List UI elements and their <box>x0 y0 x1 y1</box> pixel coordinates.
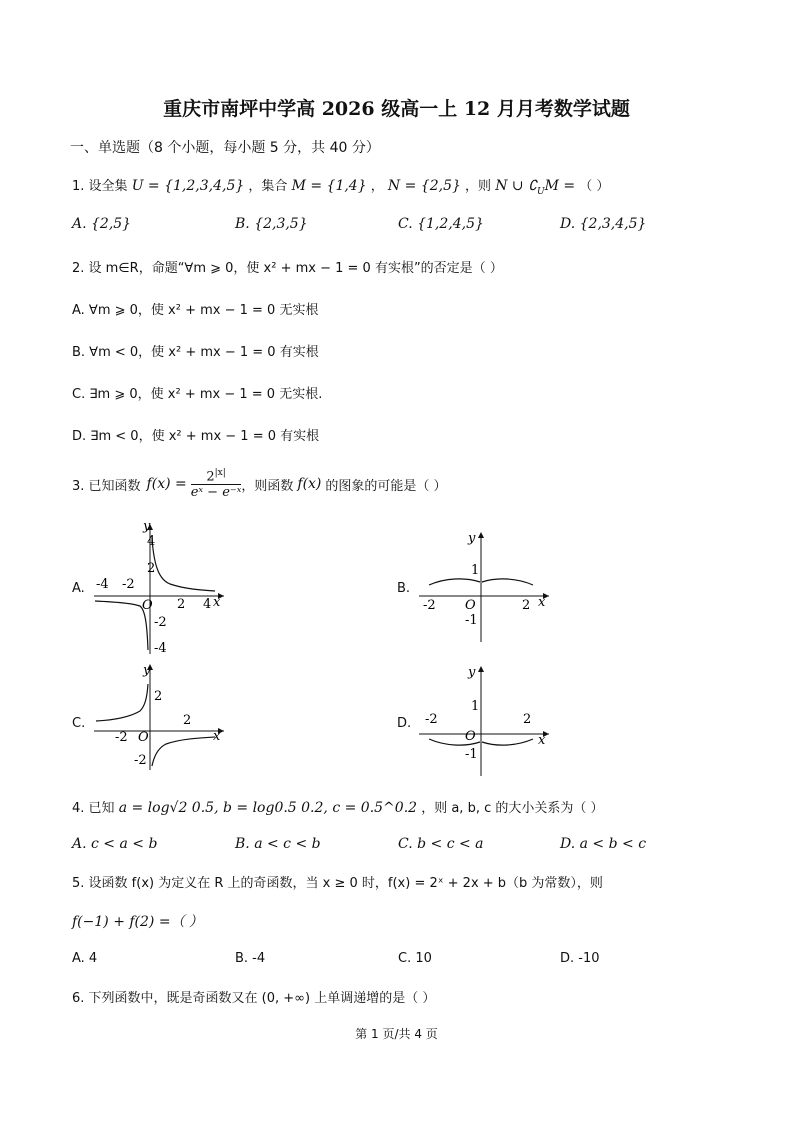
graph-c-curve-left <box>96 684 148 721</box>
q1-set-m: M = {1,4} <box>291 178 367 194</box>
graph-b-tick-y-neg1: -1 <box>465 613 478 628</box>
graph-d-tick-y-1: 1 <box>471 699 480 714</box>
graph-c-tick-y-neg2: -2 <box>134 753 147 768</box>
q1-text-b: ，集合 <box>248 179 288 194</box>
graph-c-tick-y-2: 2 <box>154 689 163 704</box>
q5-option-a[interactable]: A. 4 <box>72 951 98 966</box>
graph-b-tick-x-2: 2 <box>522 598 531 613</box>
q1-expr <box>495 178 576 197</box>
graph-a-x-label: x <box>213 595 221 610</box>
q5-option-c[interactable]: C. 10 <box>398 951 432 966</box>
graph-d-y-arrow <box>478 666 484 672</box>
q2-option-b[interactable]: B. ∀m < 0，使 x² + mx − 1 = 0 有实根 <box>72 345 319 360</box>
q1-option-b[interactable]: B. {2,3,5} <box>235 216 308 232</box>
graph-a-curve-left <box>95 601 148 650</box>
graph-c-curve-right <box>152 737 215 766</box>
q3-fx: f(x) = <box>146 476 187 492</box>
q3-text-b: ，则函数 <box>241 478 294 494</box>
q2-option-a[interactable]: A. ∀m ⩾ 0，使 x² + mx − 1 = 0 无实根 <box>72 303 319 318</box>
graph-d-origin: O <box>465 729 476 744</box>
question-1-stem <box>72 175 609 197</box>
q5-option-b[interactable]: B. -4 <box>235 951 266 966</box>
q3-denominator: eˣ − e⁻ˣ <box>190 485 242 501</box>
q1-sep: ， <box>370 179 384 194</box>
graph-d-y-label: y <box>468 665 476 680</box>
q1-text-a: 1. 设全集 <box>72 179 128 194</box>
q1-option-d[interactable]: D. {2,3,4,5} <box>560 216 647 232</box>
q4-text-a: 4. 已知 <box>72 801 115 816</box>
q2-option-d[interactable]: D. ∃m < 0，使 x² + mx − 1 = 0 有实根 <box>72 429 320 444</box>
q4-expr: a = log√2 0.5, b = log0.5 0.2, c = 0.5^0.2 <box>118 800 418 816</box>
graph-d[interactable] <box>415 662 555 780</box>
question-3-stem <box>72 462 447 506</box>
graph-a-tick-x-2: 2 <box>177 597 186 612</box>
page-title: 重庆市南坪中学高 2026 级高一上 12 月月考数学试题 <box>163 98 630 120</box>
graph-a[interactable] <box>90 518 230 658</box>
graph-d-tick-x-neg2: -2 <box>425 712 438 727</box>
graph-c-origin: O <box>138 730 149 745</box>
q4-option-d[interactable]: D. a < b < c <box>560 836 647 852</box>
question-5-stem: 5. 设函数 f(x) 为定义在 R 上的奇函数，当 x ≥ 0 时，f(x) = 2ˣ + 2x + b（b 为常数），则 <box>72 876 603 891</box>
graph-a-curve-right <box>152 538 215 591</box>
q3-num-base: 2 <box>206 469 215 485</box>
q3-num-exp: |x| <box>214 467 226 478</box>
q3-option-b-label[interactable]: B. <box>397 581 411 596</box>
graph-a-tick-y-2: 2 <box>147 561 156 576</box>
q1-expr-head: N ∪ ∁ <box>495 178 537 194</box>
q1-blank: （ ） <box>579 179 610 194</box>
graph-b-curve-right <box>482 579 533 585</box>
q1-option-a[interactable]: A. {2,5} <box>72 216 132 232</box>
question-6-stem: 6. 下列函数中，既是奇函数又在 (0, +∞) 上单调递增的是（ ） <box>72 991 436 1006</box>
graph-b-origin: O <box>465 598 476 613</box>
q1-expr-tail: M = <box>544 178 576 194</box>
graph-b-y-arrow <box>478 532 484 538</box>
graph-a-y-label: y <box>143 519 151 534</box>
q1-set-u: U = {1,2,3,4,5} <box>131 178 245 194</box>
question-4-stem <box>72 797 604 816</box>
q3-fx2: f(x) <box>297 476 322 492</box>
q4-text-b: ，则 a, b, c 的大小关系为（ ） <box>421 801 604 816</box>
question-5-line2: f(−1) + f(2) =（ ） <box>72 914 204 930</box>
section-heading: 一、单选题（8 个小题，每小题 5 分，共 40 分） <box>70 140 380 156</box>
graph-b[interactable] <box>415 528 555 646</box>
graph-a-tick-x-4: 4 <box>203 597 212 612</box>
q3-option-a-label[interactable]: A. <box>72 581 85 596</box>
graph-a-tick-x-neg2: -2 <box>122 577 135 592</box>
graph-c-tick-x-2: 2 <box>183 713 192 728</box>
graph-a-tick-y-neg4: -4 <box>154 641 167 656</box>
graph-a-tick-y-4: 4 <box>147 534 156 549</box>
graph-d-tick-y-neg1: -1 <box>465 747 478 762</box>
q1-expr-sub: U <box>536 186 545 197</box>
graph-a-tick-x-neg4: -4 <box>96 577 109 592</box>
q3-numerator <box>191 468 242 485</box>
q4-option-c[interactable]: C. b < c < a <box>398 836 484 852</box>
graph-d-curve-right <box>482 739 533 745</box>
q1-text-c: ，则 <box>465 179 492 194</box>
graph-b-y-label: y <box>468 531 476 546</box>
graph-b-x-label: x <box>538 595 546 610</box>
graph-d-x-label: x <box>538 733 546 748</box>
graph-b-tick-y-1: 1 <box>471 563 480 578</box>
q1-option-c[interactable]: C. {1,2,4,5} <box>398 216 484 232</box>
page-footer: 第 1 页/共 4 页 <box>355 1027 438 1041</box>
q4-option-a[interactable]: A. c < a < b <box>72 836 158 852</box>
q2-option-c[interactable]: C. ∃m ⩾ 0，使 x² + mx − 1 = 0 无实根. <box>72 387 323 402</box>
graph-c[interactable] <box>90 660 230 772</box>
graph-a-origin: O <box>142 598 153 613</box>
q3-option-c-label[interactable]: C. <box>72 716 86 731</box>
q3-option-d-label[interactable]: D. <box>397 716 412 731</box>
q1-set-n: N = {2,5} <box>387 178 461 194</box>
q5-option-d[interactable]: D. -10 <box>560 951 600 966</box>
q4-option-b[interactable]: B. a < c < b <box>235 836 321 852</box>
q3-text-c: 的图象的可能是（ ） <box>325 478 447 494</box>
q3-text-a: 3. 已知函数 <box>72 478 141 494</box>
graph-d-tick-x-2: 2 <box>523 712 532 727</box>
graph-b-tick-x-neg2: -2 <box>423 598 436 613</box>
graph-c-y-label: y <box>143 663 151 678</box>
graph-c-x-label: x <box>213 729 221 744</box>
graph-a-tick-y-neg2: -2 <box>154 615 167 630</box>
graph-b-curve-left <box>429 579 480 585</box>
graph-c-tick-x-neg2: -2 <box>115 730 128 745</box>
q3-fraction <box>191 468 242 500</box>
question-2-stem: 2. 设 m∈R，命题“∀m ⩾ 0，使 x² + mx − 1 = 0 有实根”的否定是（ ） <box>72 261 503 276</box>
